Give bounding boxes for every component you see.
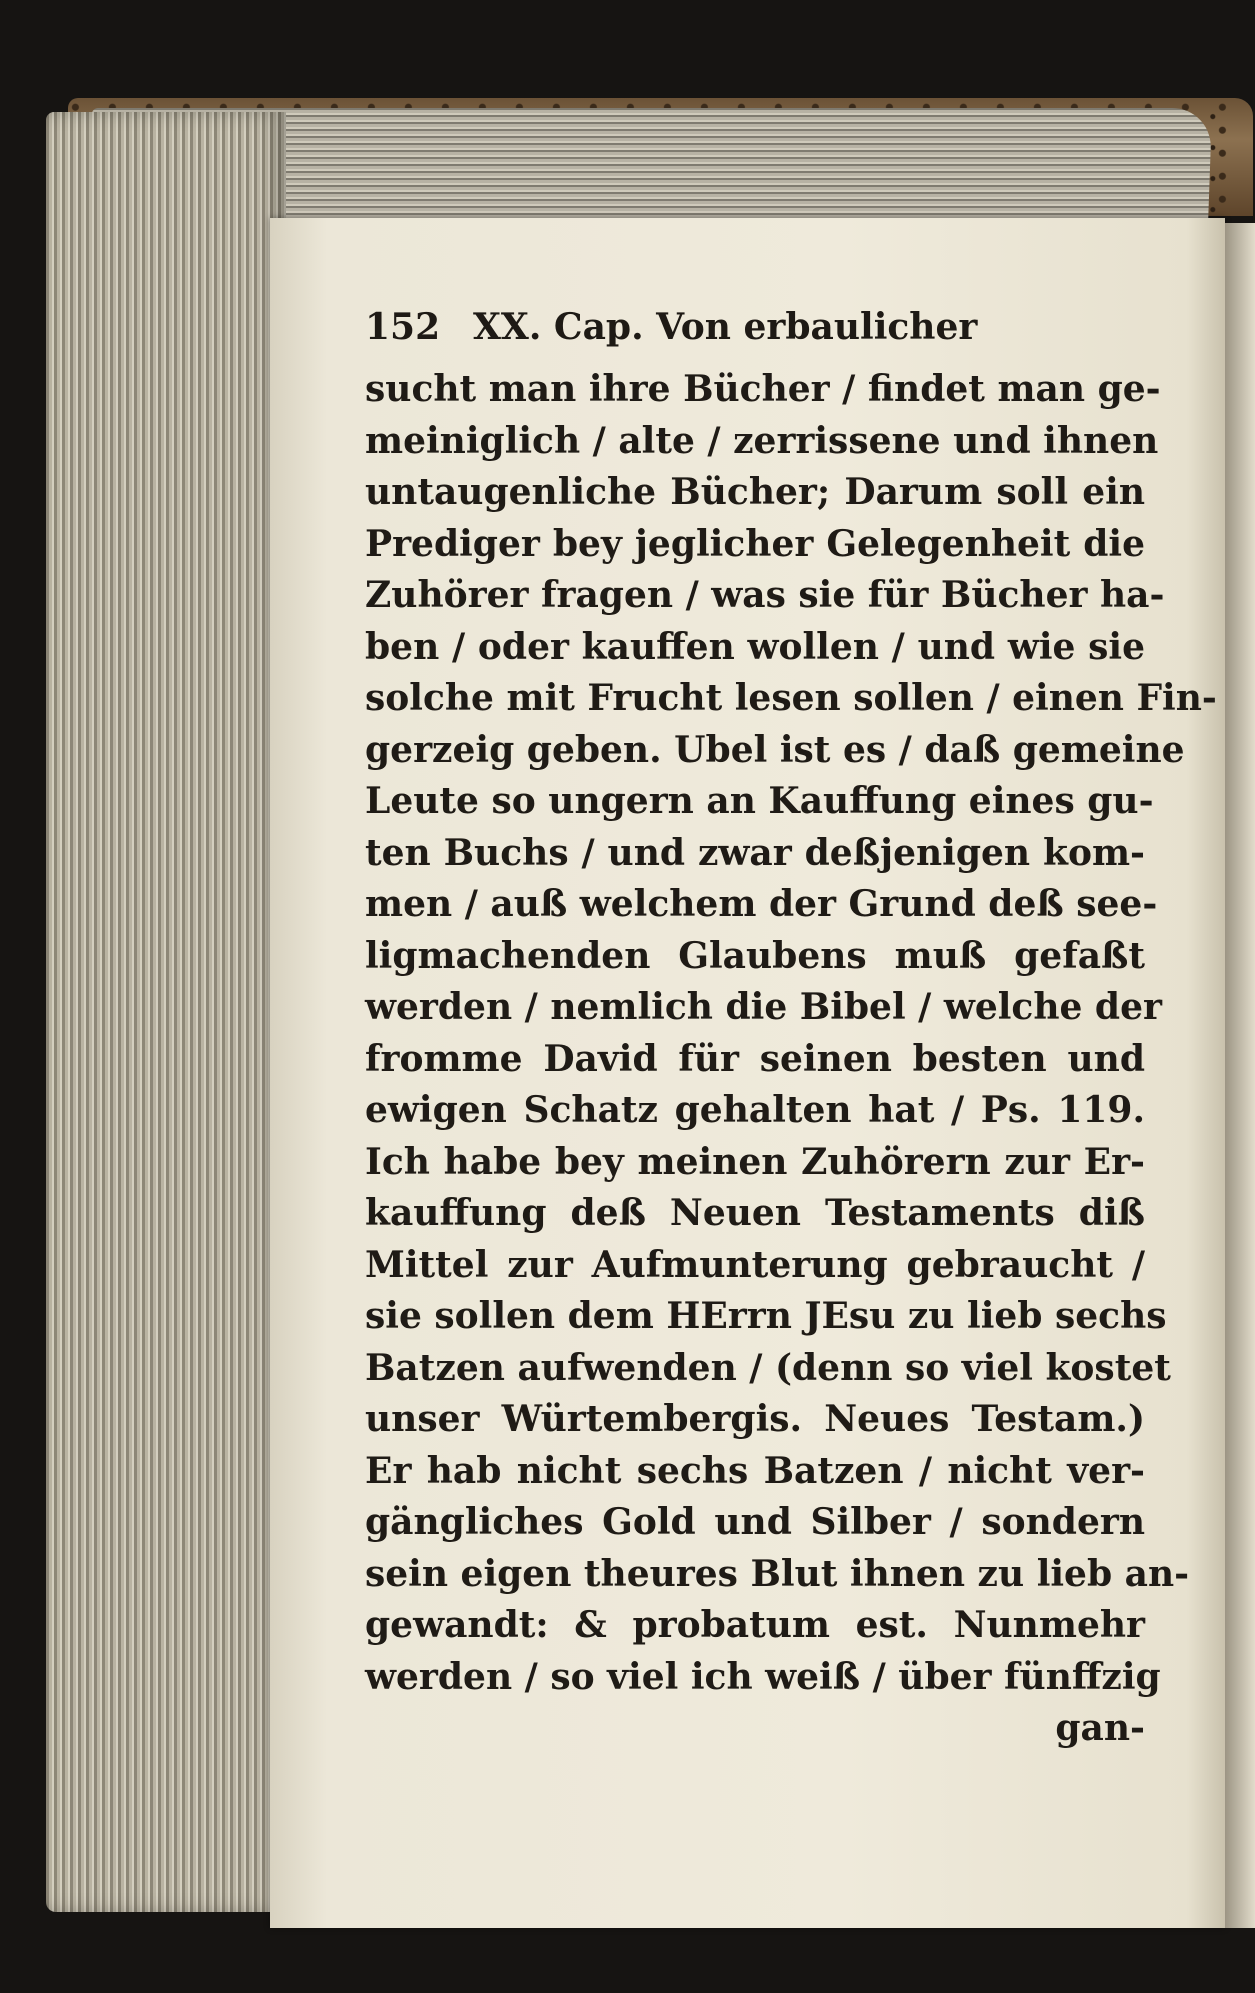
text-line: fromme David für seinen besten und	[365, 1037, 1145, 1080]
text-line: Batzen aufwenden / (denn so viel kostet	[365, 1346, 1171, 1389]
text-line: sucht man ihre Bücher / findet man ge-	[365, 368, 1161, 410]
text-line: meiniglich / alte / zerrissene und ihnen	[365, 419, 1159, 462]
text-line: ten Buchs / und zwar deßjenigen kom-	[365, 831, 1145, 874]
text-line: Leute so ungern an Kauffung eines gu-	[365, 780, 1154, 822]
text-line: gewandt: & probatum est. Nunmehr	[365, 1604, 1145, 1646]
text-line: Mittel zur Aufmunterung gebraucht /	[365, 1243, 1145, 1286]
text-line: sein eigen theures Blut ihnen zu lieb an-	[365, 1552, 1190, 1595]
text-line: werden / so viel ich weiß / über fünffzig	[365, 1655, 1161, 1698]
page-number: 152	[365, 306, 441, 348]
body-text	[365, 368, 1217, 1759]
text-line: solche mit Frucht lesen sollen / einen Fin-	[365, 677, 1217, 719]
text-line: Er hab nicht sechs Batzen / nicht ver-	[365, 1449, 1145, 1492]
text-line: Prediger bey jeglicher Gelegenheit die	[365, 522, 1145, 565]
text-line: men / auß welchem der Grund deß see-	[365, 883, 1158, 925]
running-head: XX. Cap. Von erbaulicher	[473, 306, 978, 348]
text-line: unser Würtembergis. Neues Testam.)	[365, 1398, 1145, 1440]
text-line: Zuhörer fragen / was sie für Bücher ha-	[365, 574, 1165, 616]
page-edges-side	[46, 112, 286, 1912]
text-line: ben / oder kauffen wollen / und wie sie	[365, 625, 1145, 668]
page-header	[365, 306, 1145, 358]
text-line: Ich habe bey meinen Zuhörern zur Er-	[365, 1140, 1145, 1183]
text-line: gerzeig geben. Ubel ist es / daß gemeine	[365, 728, 1185, 771]
facing-page-edge	[1225, 223, 1255, 1928]
text-line: untaugenliche Bücher; Darum soll ein	[365, 471, 1145, 513]
text-line: ligmachenden Glaubens muß gefaßt	[365, 934, 1145, 977]
text-line: kauffung deß Neuen Testaments diß	[365, 1192, 1145, 1234]
catchword: gan-	[1055, 1707, 1145, 1749]
text-line: werden / nemlich die Bibel / welche der	[365, 986, 1162, 1028]
text-line: ewigen Schatz gehalten hat / Ps. 119.	[365, 1089, 1145, 1131]
text-line: gängliches Gold und Silber / sondern	[365, 1501, 1145, 1543]
text-line: sie sollen dem HErrn JEsu zu lieb sechs	[365, 1295, 1167, 1337]
